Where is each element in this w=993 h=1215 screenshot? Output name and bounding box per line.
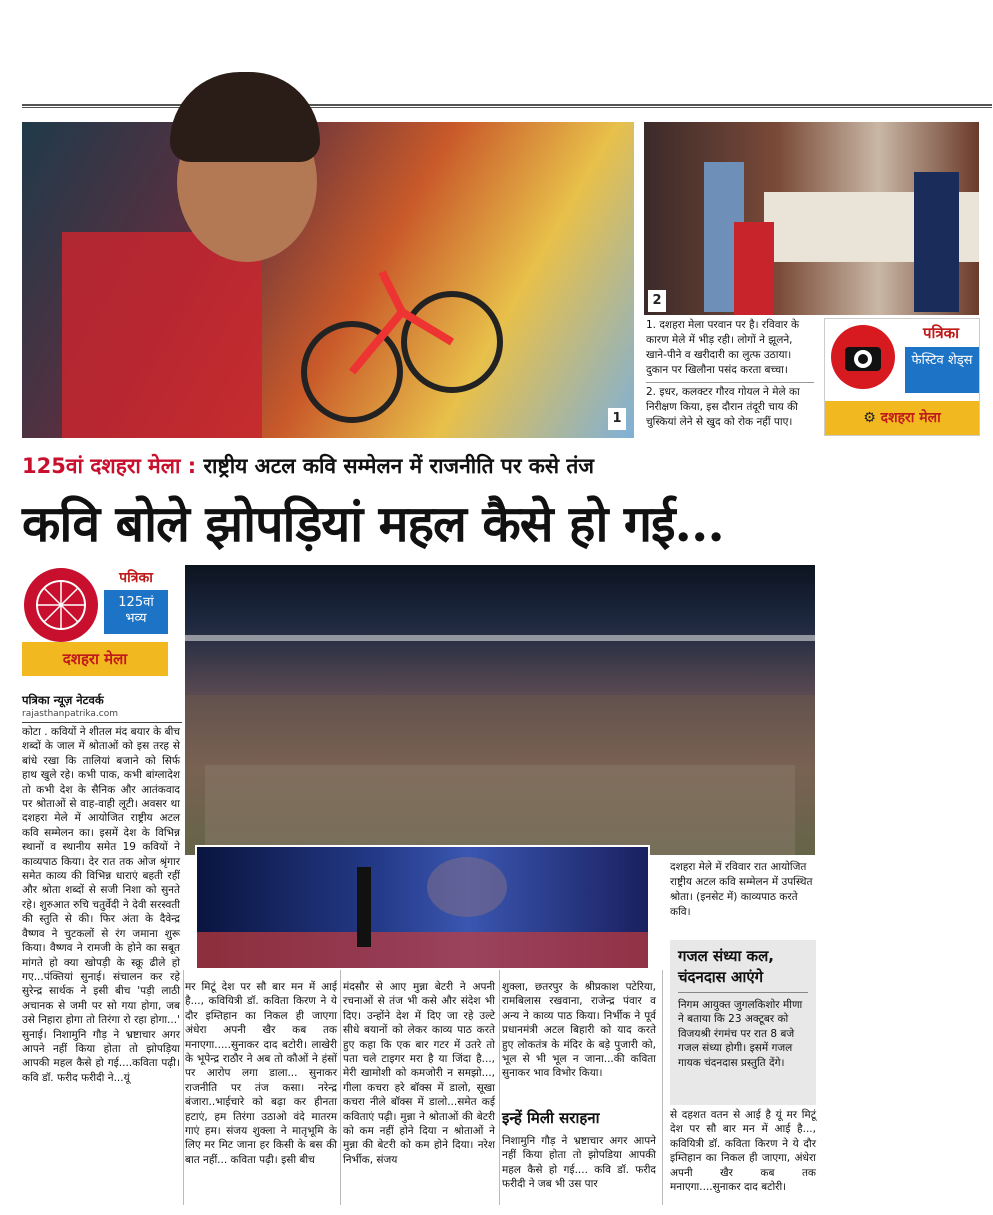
wheel-spokes-shape: [37, 581, 85, 629]
byline-rule: [22, 722, 182, 723]
festive-shades-badge: [824, 318, 980, 436]
caption-divider: [646, 382, 814, 383]
column-divider: [662, 970, 663, 1205]
ferris-wheel-icon: ⚙: [863, 410, 876, 426]
article-column-4-bottom: निशामुनि गौड़ ने भ्रष्टाचार अगर आपने नहीं किया होता तो झोपडिया आपकी महल कैसे हो गई.... कवि डॉ. फरीद फरीदी ने जब भी उस पार: [502, 1135, 656, 1191]
poet-shape: [357, 867, 371, 947]
byline-agency: पत्रिका न्यूज़ नेटवर्क: [22, 693, 104, 707]
badge-brand: पत्रिका: [905, 323, 977, 343]
screen-face-shape: [427, 857, 507, 917]
caption-crowd: दशहरा मेले में रविवार रात आयोजित राष्ट्रीय अटल कवि सम्मेलन में उपस्थित श्रोता। (इनसेट में) काव्यपाठ करते कवि।: [670, 861, 813, 918]
shirt-shape: [62, 232, 262, 438]
toy-frame-shape: [352, 272, 452, 372]
camera-icon: [831, 325, 895, 389]
sidebox-body: निगम आयुक्त जुगलकिशोर मीणा ने बताया कि 23 अक्टूबर को विजयश्री रंगमंच पर रात 8 बजे गजल संध्या होगी। इसमें गजल गायक चंदनदास प्रस्तुति देंगे।: [678, 999, 803, 1069]
photo-collector-tea-stall: [644, 122, 979, 315]
sidebox-rule: [678, 992, 808, 993]
article-column-5: से दहशत वतन से आई है यूं मर मिटूं देश पर सौ बार मन में आई है..., कवियित्री डॉ. कविता किरण ने ये दौर इम्तिहान का निकल ही जाएगा, अंधेरा अपनी खैर कब तक मनाएगा....सुनाकर दाद बटोरी।: [670, 1109, 816, 1194]
sidebox-title: गजल संध्या कल, चंदनदास आएंगे: [678, 947, 774, 986]
article-column-3: मंदसौर से आए मुन्ना बेटरी ने अपनी रचनाओं से तंज भी कसे और संदेश भी दिए। उन्होंने देश में दिए जा रहे उल्टे सीधे बयानों को लेकर काव्य पाठ करते हुए कहा कि एक बार गटर में उतरे तो पता चले टाइगर मरा है या जिंदा है..., मेरी खामोशी को कमजोरी न समझो..., गीला कचरा हरे बॉक्स में डालो, सूखा कचरा नीले बॉक्स में डालो...समेत कई कविताएं पढ़ी। मुन्ना ने श्रोताओं की बेटरी को कम नहीं होने दिया न श्रोताओं ने मुन्ना की बेटरी को कम होने दिया। नरेश निर्भीक, संजय: [343, 981, 495, 1166]
top-rule: [22, 104, 992, 108]
column-divider: [183, 970, 184, 1205]
caption-photo-1: 1. दशहरा मेला परवान पर है। रविवार के कारण मेले में भीड़ रही। लोगों ने झूलने, खाने-पीने व खरीदारी का लुत्फ उठाया। दुकान पर खिलौना पसंद करता बच्चा।: [646, 319, 800, 376]
headline: कवि बोले झोपड़ियां महल कैसे हो गई...: [22, 494, 724, 553]
photo-number-2: 2: [648, 290, 666, 312]
photo-illustration: [185, 565, 815, 855]
badge-brand: पत्रिका: [104, 568, 168, 587]
photo-audience-crowd: [185, 565, 815, 855]
caption-photo-2: 2. इधर, कलक्टर गौरव गोयल ने मेले का निरीक्षण किया, इस दौरान तंदूरी चाय की चुस्कियां लेने से खुद को रोक नहीं पाए।: [646, 386, 800, 428]
kicker-text: राष्ट्रीय अटल कवि सम्मेलन में राजनीति पर कसे तंज: [203, 454, 594, 478]
camera-glyph: [831, 325, 895, 389]
article-column-1: कोटा . कवियों ने शीतल मंद बयार के बीच शब्दों के जाल में श्रोताओं को इस तरह से बांधे रखा कि तालियां बजाने को सिर्फ हाथ खुले रहे। कभी पाक, कभी बांग्लादेश तो कभी देश के सैनिक और आतंकवाद पर श्रोताओं से वाह-वाही लूटी। अवसर था दशहरा मेले में आयोजित राष्ट्रीय अटल कवि सम्मेलन का। इसमें देश के विभिन्न स्थानों व स्थानीय समेत 19 कवियों ने काव्यपाठ किया। देर रात तक ओज श्रृंगार समेत काव्य की विभिन्न धाराएं बहती रहीं और श्रोता शब्दों से सजी निशा को सुनते रहे। शुरुआत रुचि चतुर्वेदी ने देवी सरस्वती की स्तुति से की। फिर अंता के दैवेन्द्र वैष्णव ने चुटकलों से रंग जमाना शुरू किया। वैष्णव ने रामजी के होने का सबूत मांगते हो क्या खोपड़ी के स्क्रू ढीले हो गए...पंक्तियां सुनाई। संचालन कर रहे सुरेन्द्र सार्थक ने इसी बीच 'पड़ी लाठी अचानक से जमी पर सो गया होगा, जब उसे निहारा होगा तो तिरंगा रो रहा होगा...' सुनाई। निशामुनि गौड़ ने भ्रष्टाचार अगर आपने नहीं किया होता तो झोपड़िया आपकी महल कैसे हो गई....कविता पढ़ी। कवि डॉ. फरीद फरीदी ने...यूं: [22, 726, 180, 1084]
badge-edition: 125वां भव्य: [104, 590, 168, 634]
kicker-tag: 125वां दशहरा मेला :: [22, 454, 197, 478]
kicker: [22, 452, 594, 480]
badge-event-label: दशहरा मेला: [22, 642, 168, 676]
person-shape: [914, 172, 959, 312]
photo-inset-stage-poet: [195, 845, 650, 970]
child-shape: [734, 222, 774, 315]
ferris-wheel-glyph: [24, 568, 98, 642]
boy-head-cutout: [170, 72, 320, 162]
byline-site: rajasthanpatrika.com: [22, 709, 118, 719]
crowd-front-shape: [205, 765, 795, 855]
column-divider: [499, 970, 500, 1205]
badge-event-label: दशहरा मेला: [880, 410, 941, 426]
barricade-shape: [185, 635, 815, 641]
photo-illustration: [22, 122, 634, 438]
column-divider: [340, 970, 341, 1205]
event-125-badge: [22, 566, 168, 678]
stage-row-shape: [197, 932, 648, 968]
photo-illustration: [197, 847, 648, 968]
photo-illustration: [644, 122, 979, 315]
subhead-appreciation: इन्हें मिली सराहना: [502, 1109, 600, 1127]
sidebox-ghazal: [670, 940, 816, 1105]
badge-subtitle: फेस्टिव शेड्स: [905, 347, 979, 393]
article-column-4-top: शुक्ला, छतरपुर के श्रीप्रकाश पटेरिया, रामबिलास रखवाना, राजेन्द्र पंवार व अन्य ने काव्य पाठ किया। निर्भीक ने पूर्व प्रधानमंत्री अटल बिहारी को याद करते हुए लोकतंत्र के मंदिर के बड़े पुजारी को, भूल से भी भूल न जाना...की कविता सुनाकर भाव विभोर किया।: [502, 981, 656, 1080]
badge-event: [825, 401, 979, 435]
photo-boy-with-toy-bicycle: [22, 122, 634, 438]
photo-number-1: 1: [608, 408, 626, 430]
article-column-2: मर मिटूं देश पर सौ बार मन में आई है..., कवियित्री डॉ. कविता किरण ने ये दौर इम्तिहान का निकल ही जाएगा अंधेरा अपनी खैर कब तक मनाएगा.....सुनाकर दाद बटोरी। लाखेरी के भूपेन्द्र राठौर ने अब तो कौओं ने हंसों पर आरोप लगा डाला... सुनाकर राजनीति पर तंज कसा। नरेन्द्र बंजारा..भाईचारे को बढ़ा कर हीनता हटाएं, हम तिरंगा उठाओ वंदे मातरम गाएं हम। संजय शुक्ला ने मातृभूमि के लिए मर मिट जाना हर किसी के बस की बात नहीं... कविता पढ़ी। इसी बीच: [185, 981, 337, 1166]
ferris-wheel-icon: [24, 568, 98, 642]
camera-lens-inner-shape: [858, 354, 868, 364]
